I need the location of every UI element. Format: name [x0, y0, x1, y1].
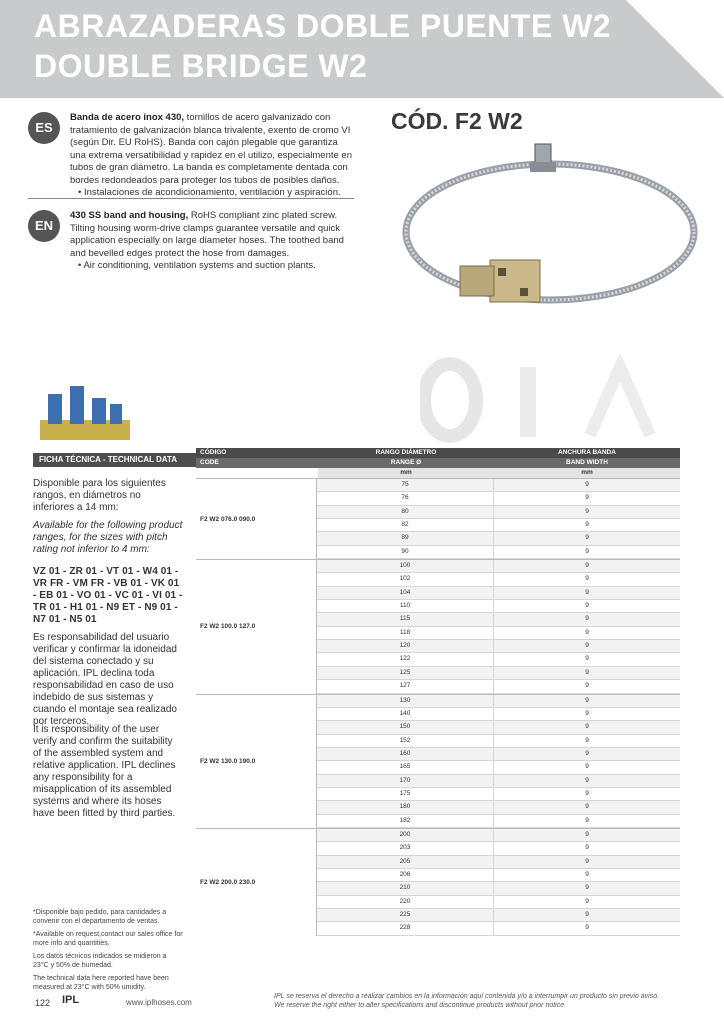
description-es [28, 112, 354, 200]
range-cell: 125 [317, 667, 494, 679]
range-cell: 90 [317, 546, 494, 558]
range-cell: 206 [317, 869, 494, 881]
header-code-en: CODE [200, 459, 219, 466]
width-cell: 9 [585, 628, 589, 636]
range-cell: 210 [317, 882, 494, 894]
range-cell: 118 [317, 627, 494, 639]
range-cell: 170 [317, 775, 494, 787]
table-row [317, 829, 680, 842]
footnote-4: The technical data here reported have been measured at 23°C with 50% umidity. [33, 975, 169, 991]
product-code-cell: F2 W2 076.0 090.0 [196, 479, 317, 559]
range-cell: 152 [317, 735, 494, 747]
divider [28, 198, 354, 199]
disclaimer [274, 992, 694, 1010]
page-title-es: ABRAZADERAS DOBLE PUENTE W2 [34, 8, 612, 44]
width-cell: 9 [494, 801, 680, 813]
units-width: mm [494, 468, 680, 478]
range-cell: 122 [317, 653, 494, 665]
page-title-en: DOUBLE BRIDGE W2 [34, 48, 368, 84]
page-number: 122 [35, 998, 51, 1008]
table-row [317, 721, 680, 734]
table-row [317, 640, 680, 653]
table-row [317, 801, 680, 814]
width-cell: 9 [585, 494, 589, 502]
table-row [317, 532, 680, 545]
range-cell: 182 [317, 815, 494, 827]
header-range-en: RANGE Ø [390, 459, 422, 466]
range-cell: 200 [317, 829, 494, 841]
range-cell: 180 [317, 801, 494, 813]
group-rows [317, 560, 680, 693]
table-row [317, 492, 680, 505]
disclaimer-es: IPL se reserva el derecho a realizar cambios en la información aquí contenida y/o a interrumpir un producto sin previo aviso. [274, 993, 660, 1000]
table-row [317, 896, 680, 909]
width-cell: 9 [494, 560, 680, 572]
product-code-cell: F2 W2 200.0 230.0 [196, 829, 317, 936]
width-cell: 9 [585, 763, 589, 771]
table-row [317, 842, 680, 855]
description-en [28, 210, 354, 273]
range-cell: 80 [317, 506, 494, 518]
range-cell: 120 [317, 640, 494, 652]
range-cell: 165 [317, 761, 494, 773]
table-row [317, 667, 680, 680]
clamp-product-image [380, 140, 700, 330]
table-row [317, 506, 680, 519]
width-cell: 9 [494, 909, 680, 921]
table-row [317, 761, 680, 774]
table-row [317, 546, 680, 559]
width-cell: 9 [494, 829, 680, 841]
table-units-row [196, 468, 680, 478]
width-cell: 9 [585, 924, 589, 932]
table-group [196, 478, 680, 559]
ipl-logo: IPL [62, 994, 80, 1006]
header-corner [626, 0, 724, 98]
range-cell: 115 [317, 613, 494, 625]
header-width-es: ANCHURA BANDA [558, 449, 616, 456]
description-es-bold: Banda de acero inox 430, [70, 112, 185, 123]
table-row [317, 600, 680, 613]
width-cell: 9 [585, 870, 589, 878]
width-cell: 9 [494, 775, 680, 787]
width-cell: 9 [494, 695, 680, 707]
header-range-es: RANGO DIÁMETRO [375, 449, 437, 456]
width-cell: 9 [585, 547, 589, 555]
factory-illustration [40, 380, 130, 440]
range-cell: 205 [317, 856, 494, 868]
range-cell: 220 [317, 896, 494, 908]
description-es-bullet: • Instalaciones de acondicionamiento, ventilación y aspiración. [78, 187, 341, 198]
table-row [317, 613, 680, 626]
table-row [317, 922, 680, 935]
width-cell: 9 [585, 844, 589, 852]
faded-watermark-graphic [420, 355, 660, 445]
width-cell: 9 [494, 479, 680, 491]
table-row [317, 748, 680, 761]
width-cell: 9 [585, 736, 589, 744]
table-row [317, 479, 680, 492]
range-cell: 82 [317, 519, 494, 531]
available-en: Available for the following product ranges, for the sizes with pitch rating not inferior to 4 mm: [33, 520, 183, 555]
width-cell: 9 [494, 613, 680, 625]
width-cell: 9 [494, 721, 680, 733]
table-header-row-2 [196, 458, 680, 468]
range-cell: 160 [317, 748, 494, 760]
width-cell: 9 [585, 897, 589, 905]
description-en-bold: 430 SS band and housing, [70, 210, 189, 221]
description-es-text [70, 112, 354, 200]
tech-data-bar: FICHA TÉCNICA - TECHNICAL DATA [33, 453, 199, 467]
table-row [317, 815, 680, 828]
table-group [196, 694, 680, 828]
width-cell: 9 [494, 506, 680, 518]
footnote-2: *Available on request,contact our sales office for more info and quantities. [33, 931, 183, 947]
range-cell: 102 [317, 573, 494, 585]
width-cell: 9 [585, 655, 589, 663]
group-rows [317, 479, 680, 559]
width-cell: 9 [585, 521, 589, 529]
range-cell: 104 [317, 587, 494, 599]
description-en-bullet: • Air conditioning, ventilation systems and suction plants. [78, 260, 316, 271]
description-en-text [70, 210, 354, 273]
table-row [317, 775, 680, 788]
width-cell: 9 [494, 667, 680, 679]
range-cell: 130 [317, 695, 494, 707]
product-code-cell: F2 W2 100.0 127.0 [196, 560, 317, 693]
table-row [317, 573, 680, 586]
range-cell: 127 [317, 680, 494, 692]
table-row [317, 856, 680, 869]
disclaimer-en: We reserve the right either to alter specifications and discontinue products without prior notice. [274, 1002, 567, 1009]
table-group [196, 828, 680, 936]
range-cell: 140 [317, 708, 494, 720]
range-cell: 228 [317, 922, 494, 934]
units-range: mm [318, 468, 494, 478]
table-row [317, 708, 680, 721]
width-cell: 9 [585, 789, 589, 797]
table-body [196, 478, 680, 936]
footnote-3: Los datos técnicos indicados se midieron a 23°C y 50% de humedad. [33, 953, 167, 969]
website-link[interactable]: www.iplhoses.com [126, 998, 192, 1007]
width-cell: 9 [585, 602, 589, 610]
width-cell: 9 [494, 532, 680, 544]
width-cell: 9 [585, 709, 589, 717]
width-cell: 9 [494, 748, 680, 760]
header-code-es: CÓDIGO [200, 449, 227, 456]
available-es: Disponible para los siguientes rangos, en diámetros no inferiores a 14 mm: [33, 478, 166, 513]
responsibility-en: It is responsibility of the user verify and confirm the suitability of the assembled system and relative application. IPL declines any responsibility for a misapplication of its assembled systems and where its hoses have been fitted by third parties. [33, 724, 176, 819]
footnote-1: *Disponible bajo pedido, para cantidades a convenir con el departamento de ventas. [33, 909, 167, 925]
page-header [0, 0, 724, 98]
table-row [317, 560, 680, 573]
range-cell: 225 [317, 909, 494, 921]
range-cell: 203 [317, 842, 494, 854]
table-row [317, 587, 680, 600]
table-row [317, 909, 680, 922]
range-cell: 100 [317, 560, 494, 572]
range-cell: 89 [317, 532, 494, 544]
table-row [317, 788, 680, 801]
range-cell: 175 [317, 788, 494, 800]
width-cell: 9 [494, 856, 680, 868]
table-row [317, 882, 680, 895]
table-row [317, 653, 680, 666]
group-rows [317, 695, 680, 828]
technical-table [196, 448, 680, 936]
description-es-body: tornillos de acero galvanizado con tratamiento de galvanización blanca trivalente, exento de cromo VI (según Dir. EU RoHS). Banda con cajón plegable que garantiza una extrema versatibilidad y rapidez en el utilizo, especialmente en tubos de gran diámetro. La banda es completamente dentada con bordes redondeados para proteger los tubos de posibles daños. [70, 112, 352, 186]
range-cell: 150 [317, 721, 494, 733]
table-row [317, 627, 680, 640]
width-cell: 9 [585, 575, 589, 583]
range-cell: 110 [317, 600, 494, 612]
units-code-blank [196, 468, 318, 478]
footnotes [33, 908, 183, 996]
table-row [317, 519, 680, 532]
table-group [196, 559, 680, 693]
range-cell: 76 [317, 492, 494, 504]
table-row [317, 680, 680, 693]
table-row [317, 735, 680, 748]
width-cell: 9 [585, 816, 589, 824]
range-cell: 75 [317, 479, 494, 491]
table-header-row-1 [196, 448, 680, 458]
group-rows [317, 829, 680, 936]
width-cell: 9 [494, 640, 680, 652]
header-width-en: BAND WIDTH [566, 459, 608, 466]
description-en-body: RoHS compliant zinc plated screw. Tilting housing worm-drive clamps guarantee versatile and quick application especially on large diameter hoses. The toothed band and bevelled edges protect the hose from damages. [70, 210, 344, 259]
table-row [317, 695, 680, 708]
lang-badge-es: ES [28, 112, 60, 144]
table-row [317, 869, 680, 882]
width-cell: 9 [494, 587, 680, 599]
product-code-cell: F2 W2 130.0 190.0 [196, 695, 317, 828]
width-cell: 9 [494, 882, 680, 894]
width-cell: 9 [585, 682, 589, 690]
compatible-ranges: VZ 01 - ZR 01 - VT 01 - W4 01 - VR FR - VM FR - VB 01 - VK 01 - EB 01 - VO 01 - VC 01 - VI 01 - TR 01 - H1 01 - N9 ET - N9 01 - N7 01 - N5 01 [33, 566, 183, 625]
lang-badge-en: EN [28, 210, 60, 242]
product-code-title: CÓD. F2 W2 [391, 108, 523, 134]
responsibility-es: Es responsabilidad del usuario verificar y confirmar la idoneidad del sistema conectado y su aplicación. IPL declina toda responsabilidad en caso de uso indebido de sus sistemas y cuando el montaje sea realizado por terceros. [33, 632, 177, 727]
